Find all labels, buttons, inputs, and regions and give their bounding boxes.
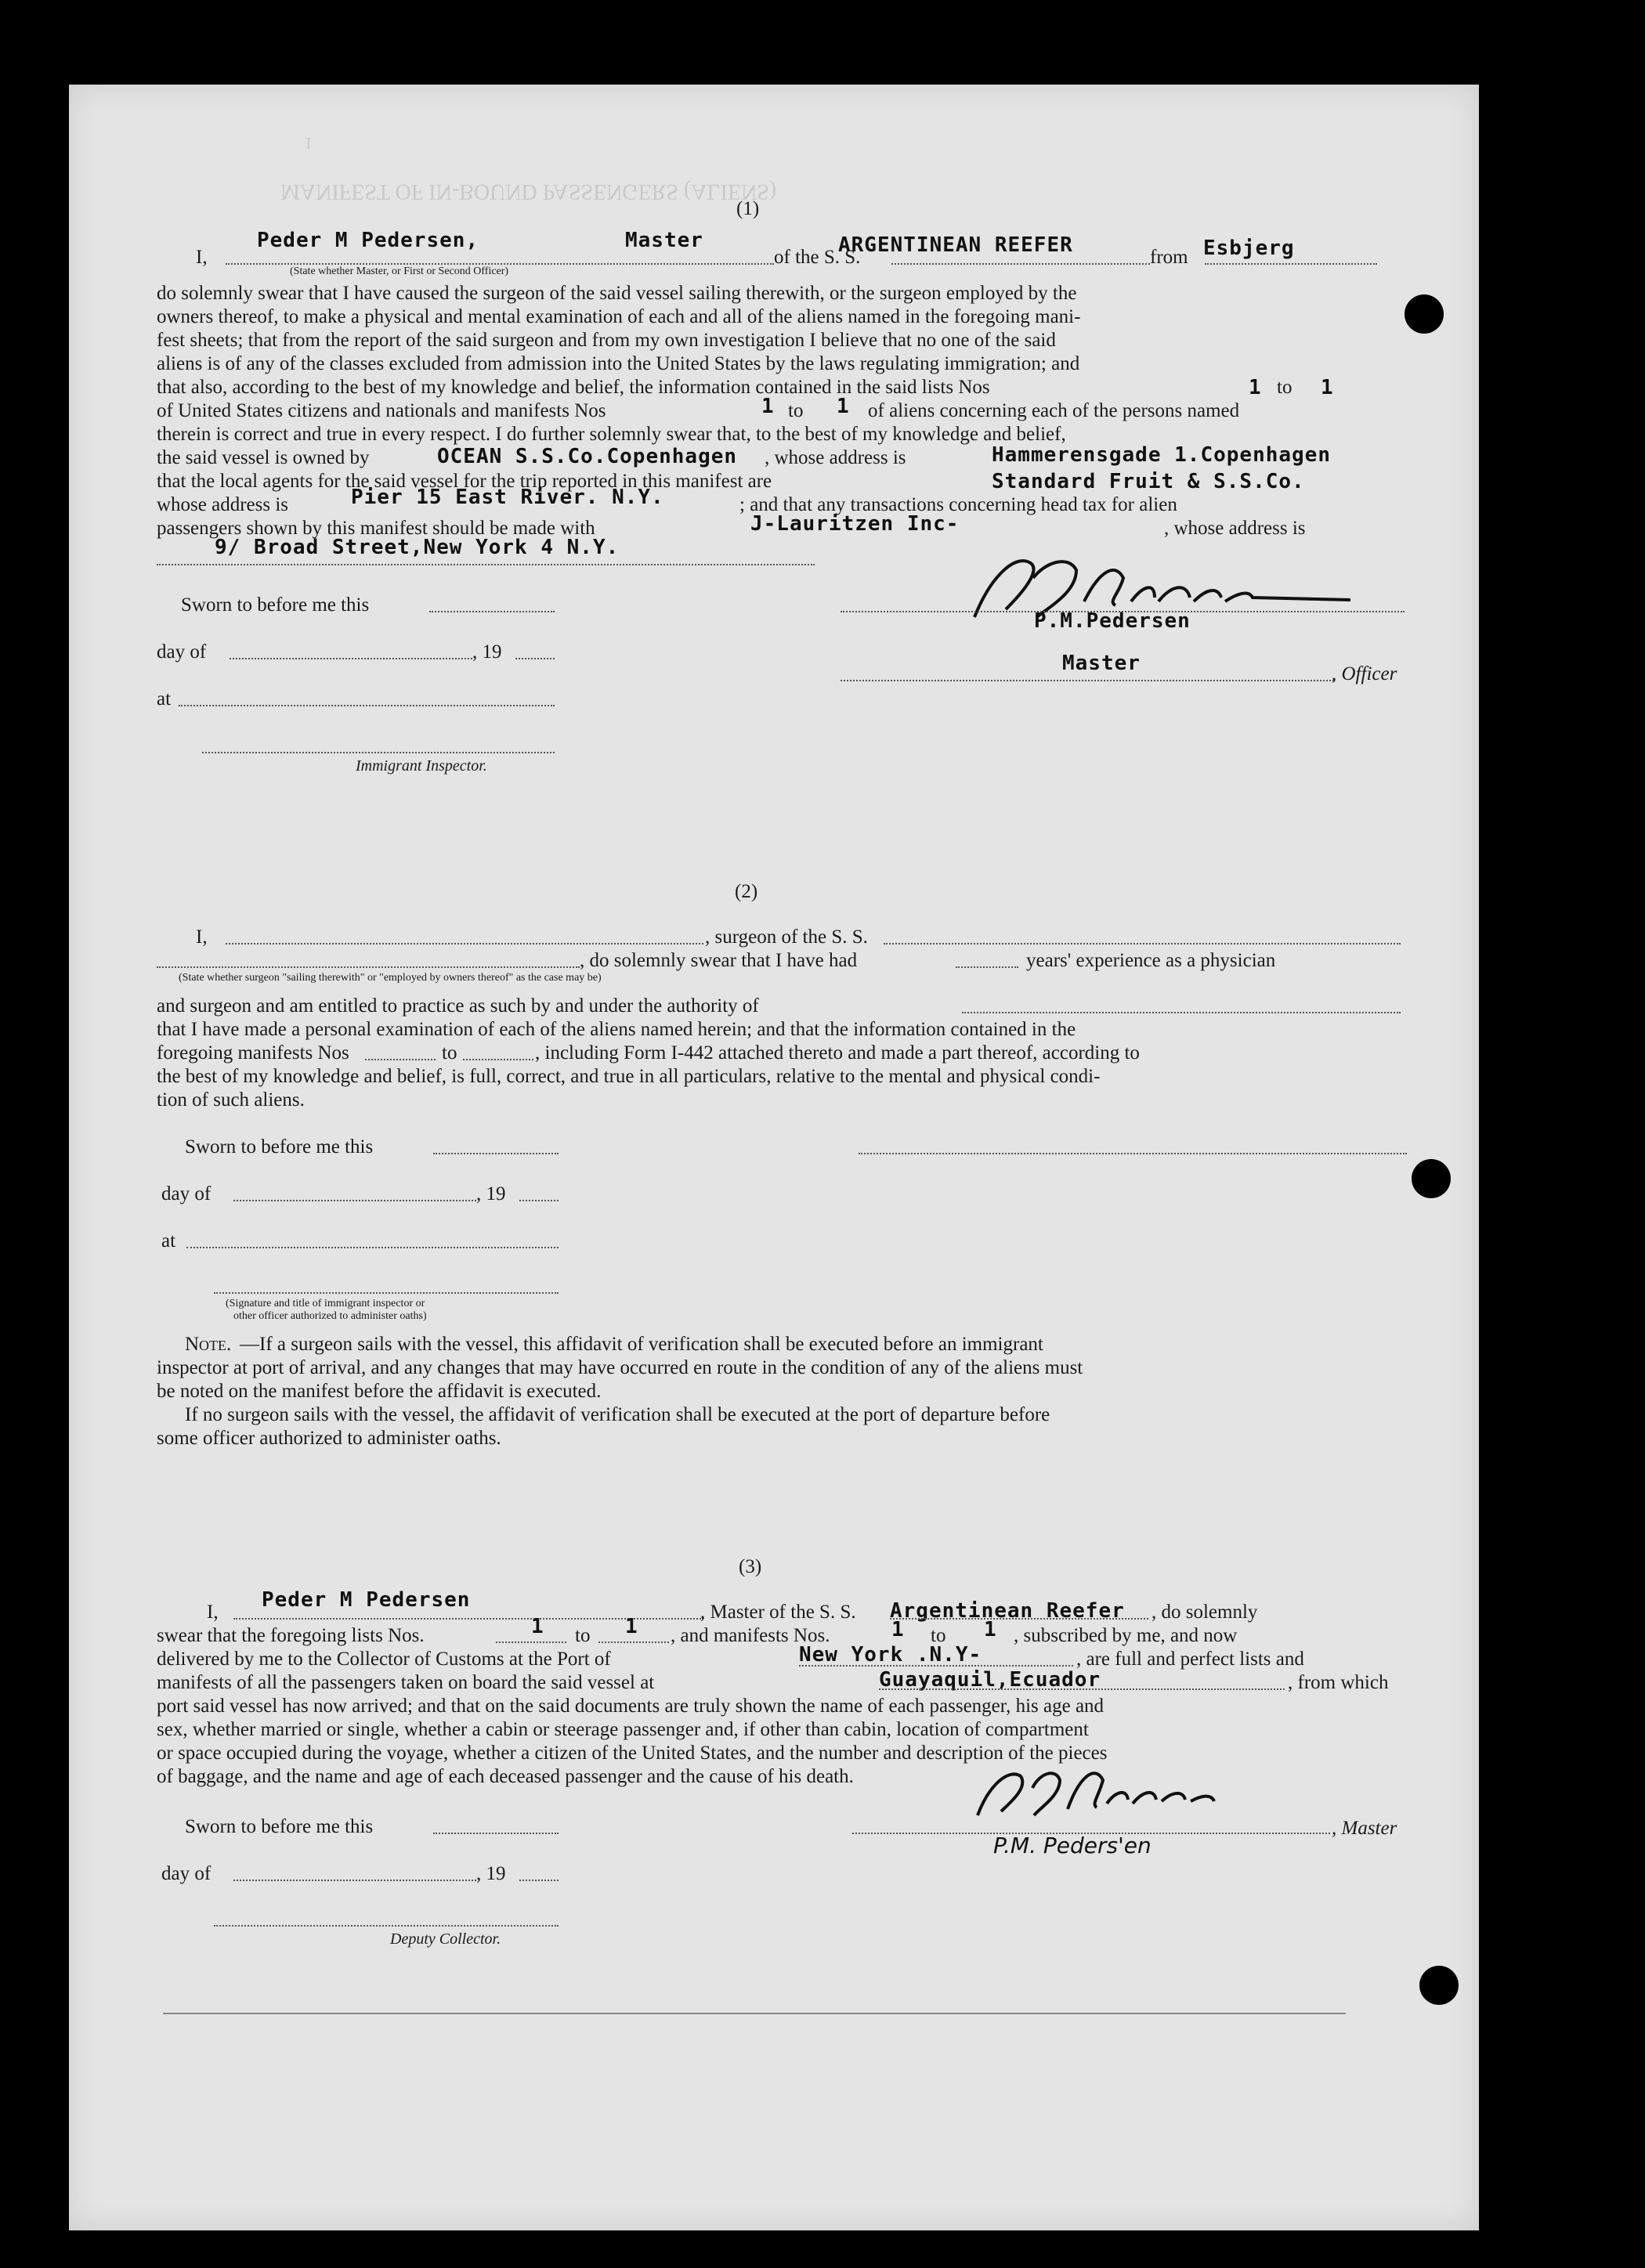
- body-line-3: fest sheets; that from the report of the said surgeon and from my own investigation I believe that no one of the said: [157, 330, 1056, 351]
- manifests-all-label: manifests of all the passengers taken on board the said vessel at: [157, 1672, 655, 1693]
- manifests-to-label: to: [788, 400, 804, 421]
- sworn-line-3: [433, 1833, 559, 1834]
- swear-text: , do solemnly swear that I have had: [580, 950, 858, 971]
- manifests-from-blank: [365, 1059, 436, 1060]
- surgeon-type-line: [157, 966, 580, 968]
- manifest-page: [69, 85, 1479, 2230]
- owner-address: Hammerensgade 1.Copenhagen: [992, 443, 1331, 467]
- at-line-1: [179, 705, 555, 706]
- arrival-port: New York .N.Y-: [799, 1643, 982, 1667]
- section3-i-label: I,: [207, 1602, 219, 1623]
- from-line: [1205, 263, 1377, 265]
- solemnly-label: , do solemnly: [1152, 1602, 1258, 1623]
- from-port: Esbjerg: [1203, 237, 1295, 260]
- note-line-2: inspector at port of arrival, and any changes that may have occurred en route in the condition of any of the aliens must: [157, 1357, 1083, 1378]
- subscribed-label: , subscribed by me, and now: [1014, 1625, 1238, 1646]
- body-line-1: do solemnly swear that I have caused the surgeon of the said vessel sailing therewith, or the surgeon employed by the: [157, 283, 1077, 304]
- section2-line-3c: , including Form I-442 attached thereto and made a part thereof, according to: [535, 1042, 1140, 1064]
- departure-line: [879, 1688, 1285, 1690]
- manifests-from: 1: [761, 395, 775, 418]
- full-lists-label: , are full and perfect lists and: [1076, 1649, 1304, 1670]
- lists-from-line: [496, 1641, 566, 1643]
- section2-line-3a: foregoing manifests Nos: [157, 1042, 349, 1064]
- handwritten-name: P.M. Peders'en: [993, 1833, 1152, 1858]
- of-the-ss-label: of the S. S.: [774, 247, 861, 268]
- note-line-5: some officer authorized to administer oaths.: [157, 1428, 501, 1449]
- section2-i-label: I,: [196, 926, 208, 948]
- section2-number: (2): [735, 881, 758, 902]
- surgeon-name-line: [226, 943, 703, 944]
- master-name: Peder M Pedersen,: [257, 229, 479, 252]
- sworn-line-1: [429, 611, 555, 612]
- section2-line-4: the best of my knowledge and belief, is full, correct, and true in all particulars, relative to the mental and physical condi-: [157, 1066, 1101, 1087]
- collector-line: [214, 1925, 559, 1927]
- day-line-3: [233, 1880, 476, 1881]
- years-line: [956, 966, 1018, 968]
- rank-typed: Master: [625, 229, 703, 252]
- head-tax-text: ; and that any transactions concerning head tax for alien: [739, 494, 1177, 515]
- note-line-1: —If a surgeon sails with the vessel, this affidavit of verification shall be executed before an immigrant: [240, 1334, 1043, 1355]
- surgeon-signature-line: [859, 1153, 1407, 1154]
- inspector-line: [202, 752, 555, 753]
- agents: Standard Fruit & S.S.Co.: [992, 470, 1305, 493]
- vessel-name: ARGENTINEAN REEFER: [838, 233, 1073, 257]
- section3-to-label-1: to: [575, 1625, 591, 1646]
- bottom-rule: [163, 2013, 1346, 2014]
- departure-port: Guayaquil,Ecuador: [879, 1668, 1101, 1692]
- section2-line-2: that I have made a personal examination of each of the aliens named herein; and that the information contained in the: [157, 1019, 1076, 1040]
- year-line-1: [515, 658, 555, 659]
- section1-number: (1): [736, 198, 760, 219]
- body-line-8: the said vessel is owned by: [157, 447, 370, 468]
- body-line-9: that the local agents for the said vessel for the trip reported in this manifest are: [157, 471, 772, 492]
- section3-master-name: Peder M Pedersen: [262, 1588, 471, 1612]
- at-label-2: at: [161, 1230, 176, 1251]
- authority-line: and surgeon and am entitled to practice as such by and under the authority of: [157, 995, 759, 1017]
- day-of-label-1: day of: [157, 641, 207, 663]
- manifests-to: 1: [837, 395, 850, 418]
- section2-line-3b: to: [442, 1042, 457, 1064]
- note-label: Note.: [185, 1334, 232, 1355]
- authority-blank: [962, 1012, 1401, 1013]
- surgeon-vessel-line: [884, 943, 1401, 944]
- section3-number: (3): [739, 1556, 762, 1577]
- years-text: years' experience as a physician: [1026, 950, 1276, 971]
- bleed-through-text: MANIFEST OF IN-BOUND PASSENGERS (ALIENS): [280, 179, 777, 204]
- inspector-caption: Immigrant Inspector.: [356, 757, 487, 775]
- aliens-text: of aliens concerning each of the persons named: [868, 400, 1240, 421]
- master-label: , Master: [1332, 1818, 1397, 1839]
- manifests-label: , and manifests Nos.: [671, 1625, 830, 1646]
- note-line-3: be noted on the manifest before the affidavit is executed.: [157, 1381, 602, 1402]
- master-signature-2: [962, 1753, 1385, 1831]
- master-of-label: , Master of the S. S.: [700, 1602, 856, 1623]
- surgeon-text: , surgeon of the S. S.: [705, 926, 868, 948]
- sworn-label-2: Sworn to before me this: [185, 1136, 374, 1157]
- collector-caption: Deputy Collector.: [390, 1930, 501, 1948]
- oath-officer-line: [214, 1292, 559, 1294]
- section1-i-label: I,: [196, 247, 208, 268]
- section3-line-3: or space occupied during the voyage, whether a citizen of the United States, and the number and description of the pieces: [157, 1743, 1108, 1764]
- day-line-1: [230, 658, 472, 659]
- body-line-2: owners thereof, to make a physical and mental examination of each and all of the aliens named in the foregoing mani-: [157, 306, 1081, 327]
- vessel-line: [891, 263, 1150, 265]
- at-line-2: [186, 1247, 559, 1248]
- margin-mark: 1: [304, 134, 313, 153]
- section3-vessel-line: [890, 1618, 1148, 1620]
- punch-hole-bottom: [1419, 1966, 1459, 2005]
- day-of-label-2: day of: [161, 1183, 212, 1204]
- section3-line-2: sex, whether married or single, whether a cabin or steerage passenger and, if other than cabin, location of compartment: [157, 1719, 1089, 1740]
- punch-hole-middle: [1412, 1159, 1451, 1198]
- delivered-label: delivered by me to the Collector of Customs at the Port of: [157, 1649, 611, 1670]
- owner-address-label: , whose address is: [765, 447, 906, 468]
- section3-lists-to: 1: [625, 1615, 638, 1638]
- manifests-to-blank: [463, 1059, 533, 1060]
- year-line-2: [519, 1200, 559, 1201]
- head-tax-address-label: , whose address is: [1164, 518, 1306, 539]
- year-label-2: , 19: [476, 1183, 506, 1204]
- owner: OCEAN S.S.Co.Copenhagen: [437, 445, 738, 468]
- section3-to-label-2: to: [931, 1625, 946, 1646]
- body-line-7: therein is correct and true in every respect. I do further solemnly swear that, to the best of my knowledge and belief,: [157, 424, 1066, 445]
- sig-caption-2: other officer authorized to administer oaths): [233, 1310, 427, 1322]
- lists-to: 1: [1321, 376, 1334, 399]
- body-line-10: whose address is: [157, 494, 289, 515]
- sworn-line-2: [433, 1153, 559, 1154]
- signature-typed-name: P.M.Pedersen: [1034, 609, 1191, 633]
- agents-address: Pier 15 East River. N.Y.: [351, 486, 664, 509]
- name-line: [226, 263, 774, 265]
- from-label: from: [1150, 247, 1188, 268]
- year-label-3: , 19: [476, 1863, 506, 1884]
- section3-manifests-to: 1: [984, 1618, 997, 1641]
- head-tax-with: J-Lauritzen Inc-: [750, 512, 960, 536]
- section3-line-1: port said vessel has now arrived; and that on the said documents are truly shown the name of each passenger, his age and: [157, 1696, 1104, 1717]
- section3-line-4: of baggage, and the name and age of each deceased passenger and the cause of his death.: [157, 1766, 854, 1787]
- body-line-6: of United States citizens and nationals and manifests Nos: [157, 400, 606, 421]
- year-line-3: [519, 1880, 559, 1881]
- from-which-label: , from which: [1288, 1672, 1389, 1693]
- year-label-1: , 19: [472, 641, 502, 663]
- punch-hole-top: [1405, 294, 1444, 334]
- port-line: [799, 1665, 1073, 1667]
- state-note: (State whether Master, or First or Second Officer): [290, 265, 509, 277]
- day-of-label-3: day of: [161, 1863, 212, 1884]
- lists-to-line: [598, 1641, 669, 1643]
- address-line: [157, 564, 815, 565]
- body-line-5: that also, according to the best of my knowledge and belief, the information contained in the said lists Nos: [157, 377, 990, 398]
- sworn-label-3: Sworn to before me this: [185, 1816, 374, 1837]
- body-line-11: passengers shown by this manifest should be made with: [157, 518, 595, 539]
- sig-caption-1: (Signature and title of immigrant inspector or: [226, 1298, 425, 1309]
- officer-line: [841, 680, 1334, 681]
- officer-label: , Officer: [1332, 663, 1397, 684]
- section3-vessel: Argentinean Reefer: [890, 1599, 1125, 1623]
- swear-lists-label: swear that the foregoing lists Nos.: [157, 1625, 425, 1646]
- lists-to-label: to: [1277, 377, 1292, 398]
- section3-manifests-from: 1: [891, 1618, 905, 1641]
- title-typed: Master: [1062, 652, 1141, 675]
- day-line-2: [233, 1200, 476, 1201]
- head-tax-address: 9/ Broad Street,New York 4 N.Y.: [215, 536, 620, 559]
- at-label-1: at: [157, 688, 172, 710]
- sworn-label-1: Sworn to before me this: [181, 594, 370, 616]
- body-line-4: aliens is of any of the classes excluded from admission into the United States by the laws regulating immigration; and: [157, 353, 1080, 374]
- section2-line-5: tion of such aliens.: [157, 1089, 305, 1111]
- note-line-4: If no surgeon sails with the vessel, the affidavit of verification shall be executed at the port of departure before: [185, 1404, 1050, 1425]
- surgeon-state-note: (State whether surgeon "sailing therewith" or "employed by owners thereof" as the case may be): [179, 972, 602, 984]
- section3-lists-from: 1: [531, 1615, 544, 1638]
- lists-from: 1: [1249, 376, 1262, 399]
